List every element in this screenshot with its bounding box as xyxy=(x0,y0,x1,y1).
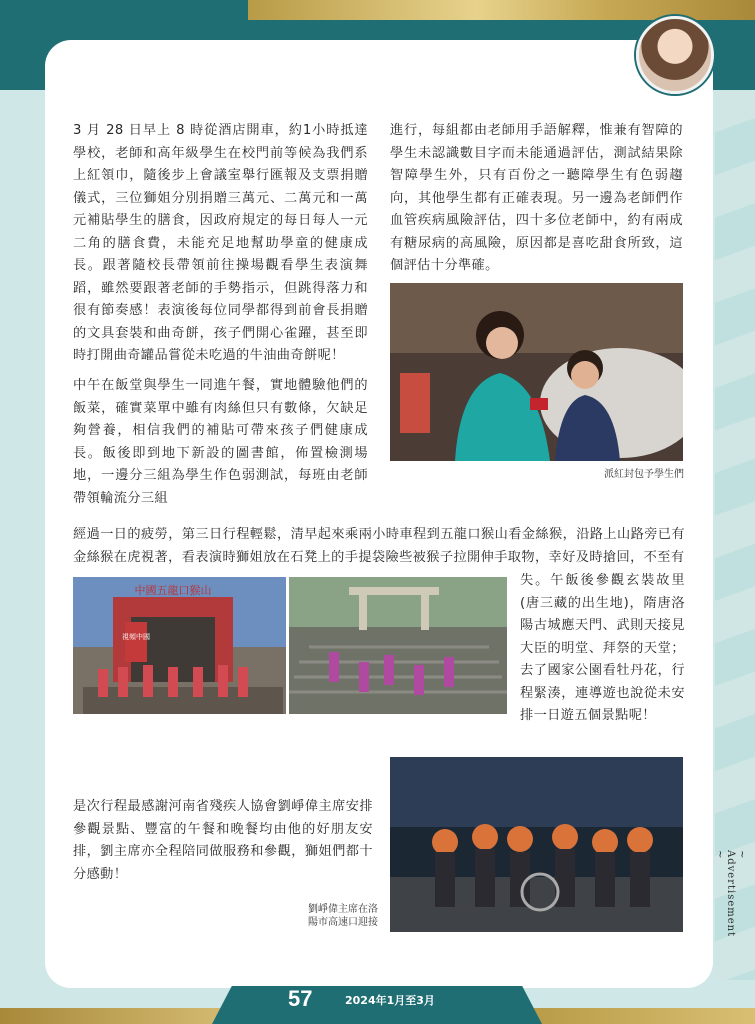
author-name: 麥懿睿 xyxy=(587,67,627,81)
photo-stairs-group xyxy=(289,577,507,714)
photo-red-packets xyxy=(390,283,683,461)
paragraph-thanks: 是次行程最感謝河南省殘疾人協會劉崢偉主席安排參觀景點、豐富的午餐和晚餐均由他的好朋友安排，劉主席亦全程陪同做服務和參觀，獅姐們都十分感動！ xyxy=(73,799,373,882)
gate-sign-side: 視頻中國 xyxy=(122,633,150,641)
gate-sign-top: 中國五龍口猴山 xyxy=(134,584,212,597)
paragraph-morning: 3 月 28 日早上 8 時從酒店開車，約1小時抵達學校，老師和高年級學生在校門前等候為我們系上紅領巾，隨後步上會議室舉行匯報及支票捐贈儀式，三位獅姐分別捐贈三萬元、二萬元和一萬元補貼學生的膳食，因政府規定的每日每人一元二角的膳食費，未能充足地幫助學童的健康成長。跟著隨校長帶領前往操場觀看學生表演舞蹈，雖然要跟著老師的手勢指示，但跳得落力和很有節奏感！表演後每位同學都得到前會長捐贈的文具套裝和曲奇餅，孩子們開心雀躍，甚至即時打開曲奇罐品嘗從未吃過的牛油曲奇餅呢！ xyxy=(73,123,368,363)
issue-date: 2024年1月至3月 xyxy=(345,994,435,1007)
advertisement-label: ~ Advertisement ~ xyxy=(714,850,747,938)
caption-red-packets: 派紅封包予學生們 xyxy=(604,469,684,480)
photo-welcome-group xyxy=(390,757,683,932)
paragraph-testing: 進行，每組都由老師用手語解釋，惟兼有智障的學生未認識數目字而未能通過評估，測試結果除智障學生外，只有百份之一聽障學生有色弱趨向，其他學生都有正確表現。另一邊為老師們作血管疾病風險評估，四十多位老師中，約有兩成有糖尿病的高風險，原因都是喜吃甜食所致，這個評估十分準確。 xyxy=(390,123,683,273)
paragraph-afternoon-tour: 失。午飯後參觀玄裝故里(唐三藏的出生地)，隋唐洛陽古城應天門、武則天接見大臣的明堂、拜祭的天堂；去了國家公園看牡丹花，行程緊湊，連導遊也說從未安排一日遊五個景點呢！ xyxy=(520,573,685,723)
side-decoration xyxy=(715,90,755,980)
photo-monkey-gate xyxy=(73,577,286,714)
caption-welcome: 劉崢偉主席在洛陽市高速口迎接 xyxy=(308,904,378,928)
author-role: 會長 xyxy=(600,50,627,64)
author-avatar xyxy=(636,16,714,94)
paragraph-lunch: 中午在飯堂與學生一同進午餐，實地體驗他們的飯菜，確實菜單中雖有肉絲但只有數條，欠缺足夠營養，相信我們的補貼可帶來孩子們健康成長。飯後即到地下新設的圖書館，佈置檢測場地，一邊分三組為學生作色弱測試，每班由老師帶領輪流分三組 xyxy=(73,378,368,506)
page-number: 57 xyxy=(288,986,313,1011)
paragraph-monkey-mountain: 經過一日的疲勞，第三日行程輕鬆，清早起來乘兩小時車程到五龍口猴山看金絲猴，沿路上山路旁已有金絲猴在虎視著，看表演時獅姐放在石凳上的手提袋險些被猴子拉開伸手取物，幸好及時搶回，不至有 xyxy=(73,527,685,565)
